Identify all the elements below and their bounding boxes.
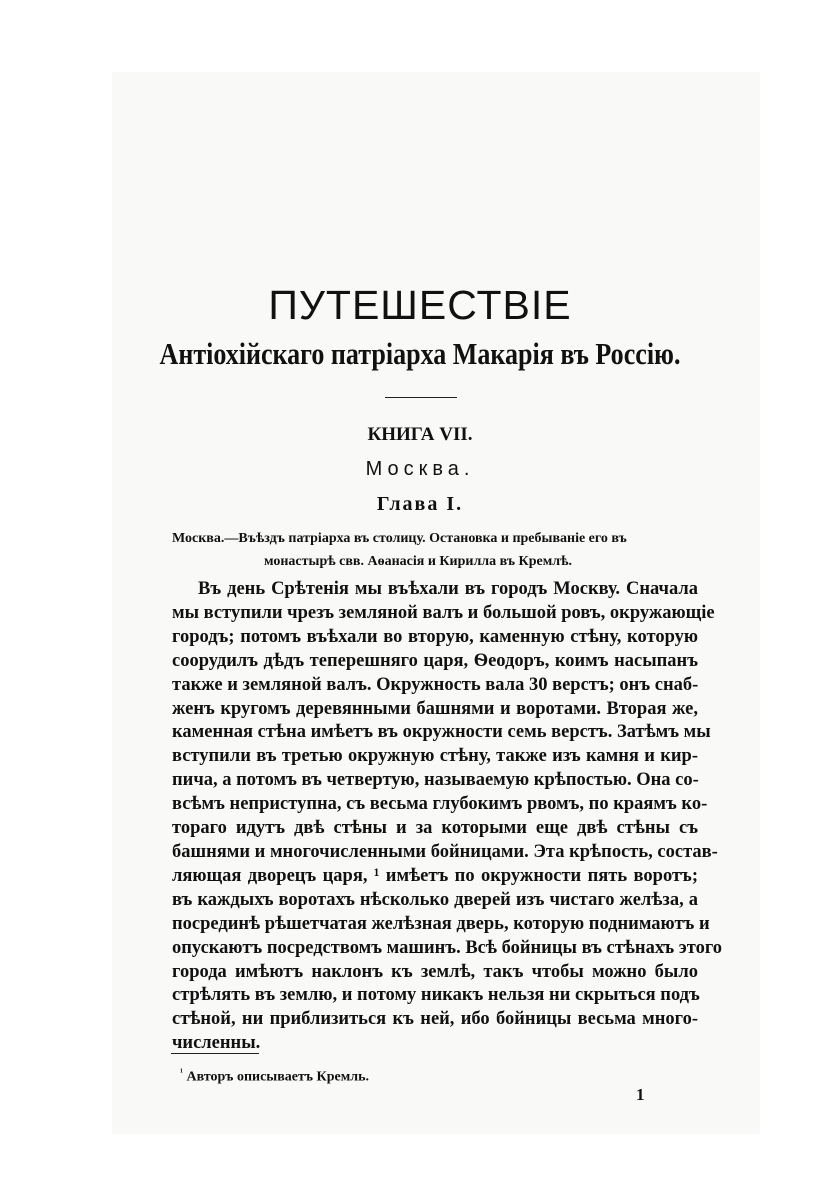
text-line: тораго идутъ двѣ стѣны и за которыми еще двѣ стѣны съ [172,818,698,839]
title-divider [385,397,457,398]
text-line: соорудилъ дѣдъ теперешняго царя, Ѳеодоръ, коимъ насыпанъ [172,650,698,671]
footnote-text: Авторъ описываетъ Кремль. [186,1069,369,1085]
book-subtitle: Антіохійскаго патріарха Макарія въ Россію. [159,336,681,371]
text-line: пича, а потомъ въ четвертую, называемую крѣпостью. Она со- [172,770,699,791]
text-line: въ каждыхъ воротахъ нѣсколько дверей изъ чистаго желѣза, а [172,889,698,910]
text-line: стрѣлять въ землю, и потому никакъ нельзя ни скрыться подъ [172,985,700,1006]
footnote-divider [171,1053,259,1054]
text-line: также и земляной валъ. Окружность вала 30 верстъ; онъ снаб- [172,674,699,695]
footnote [180,1067,369,1086]
text-line: женъ кругомъ деревянными башнями и воротами. Вторая же, [172,698,698,719]
body-text [172,578,723,1056]
chapter-heading: Глава I. [376,493,464,515]
text-line: Въ день Срѣтенія мы въѣхали въ городъ Москву. Сначала [198,579,698,599]
text-line: башнями и многочисленными бойницами. Эта крѣпость, состав- [172,841,718,862]
text-line: численны. [172,1033,261,1054]
footnote-marker: ¹ [180,1067,183,1078]
section-heading: Москва. [365,458,475,480]
text-line: ляющая дворецъ царя, ¹ имѣетъ по окружности пять воротъ; [172,865,698,886]
summary-line: монастырѣ свв. Аѳанасія и Кирилла въ Кремлѣ. [264,554,572,569]
text-line: стѣной, ни приблизиться къ ней, ибо бойницы весьма много- [172,1009,698,1030]
book-title: ПУТЕШЕСТВІЕ [268,282,572,328]
page-number: 1 [636,1085,645,1104]
text-line: каменная стѣна имѣетъ въ окружности семь верстъ. Затѣмъ мы [172,722,711,743]
text-line: опускаютъ посредствомъ машинъ. Всѣ бойницы въ стѣнахъ этого [172,937,723,958]
text-line: городъ; потомъ въѣхали во вторую, каменную стѣну, которую [172,626,698,647]
chapter-summary [172,527,702,573]
text-line: вступили въ третью окружную стѣну, также изъ камня и кир- [172,746,698,767]
text-line: посрединѣ рѣшетчатая желѣзная дверь, которую поднимаютъ и [172,913,710,934]
summary-line: Москва.—Въѣздъ патріарха въ столицу. Остановка и пребываніе его въ [172,531,627,546]
text-line: мы вступили чрезъ земляной валъ и большой ровъ, окружающіе [172,602,715,623]
text-line: всѣмъ неприступна, съ весьма глубокимъ рвомъ, по краямъ ко- [172,794,708,815]
text-line: города имѣютъ наклонъ къ землѣ, такъ чтобы можно было [172,961,698,982]
book-heading: КНИГА VII. [367,424,473,445]
